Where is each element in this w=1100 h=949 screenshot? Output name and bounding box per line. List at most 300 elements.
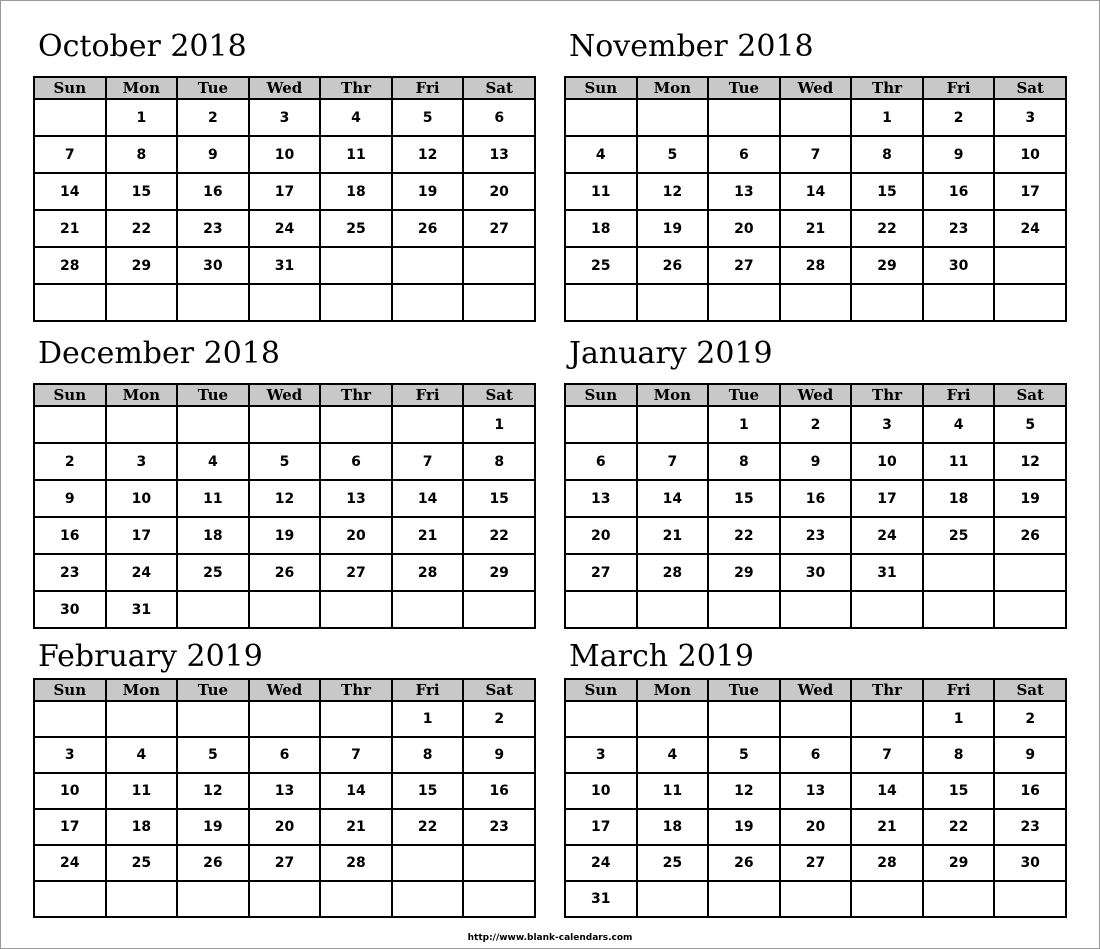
week-row — [565, 284, 1066, 321]
day-cell: 1 — [851, 99, 923, 136]
weekday-header: Tue — [708, 77, 780, 99]
day-cell — [565, 284, 637, 321]
day-cell: 27 — [249, 845, 321, 881]
day-cell: 7 — [780, 136, 852, 173]
day-cell: 22 — [106, 210, 178, 247]
day-cell: 4 — [565, 136, 637, 173]
day-cell: 23 — [34, 554, 106, 591]
week-row — [34, 210, 535, 247]
day-cell — [177, 406, 249, 443]
month-table — [564, 76, 1067, 322]
day-cell — [565, 99, 637, 136]
day-cell — [392, 881, 464, 917]
day-cell: 10 — [106, 480, 178, 517]
day-cell: 9 — [994, 737, 1066, 773]
day-cell: 21 — [851, 809, 923, 845]
day-cell: 11 — [565, 173, 637, 210]
day-cell: 12 — [637, 173, 709, 210]
day-cell: 8 — [106, 136, 178, 173]
weekday-header: Sat — [463, 384, 535, 406]
day-cell: 1 — [708, 406, 780, 443]
day-cell: 17 — [565, 809, 637, 845]
week-row — [565, 406, 1066, 443]
weekday-header: Sat — [994, 77, 1066, 99]
day-cell — [780, 284, 852, 321]
week-row — [565, 99, 1066, 136]
day-cell: 6 — [320, 443, 392, 480]
weekday-header: Wed — [249, 384, 321, 406]
day-cell: 5 — [249, 443, 321, 480]
weekday-header: Sun — [34, 679, 106, 701]
weekday-header: Mon — [106, 679, 178, 701]
day-cell: 14 — [320, 773, 392, 809]
day-cell: 25 — [923, 517, 995, 554]
weekday-header: Wed — [249, 77, 321, 99]
day-cell: 31 — [851, 554, 923, 591]
day-cell: 7 — [637, 443, 709, 480]
week-row — [565, 809, 1066, 845]
week-row — [565, 701, 1066, 737]
weekday-header: Sat — [994, 679, 1066, 701]
day-cell — [923, 591, 995, 628]
day-cell: 12 — [708, 773, 780, 809]
day-cell — [106, 881, 178, 917]
month-table — [33, 678, 536, 918]
day-cell: 24 — [106, 554, 178, 591]
day-cell — [994, 881, 1066, 917]
day-cell — [708, 284, 780, 321]
day-cell: 16 — [994, 773, 1066, 809]
day-cell — [851, 591, 923, 628]
weekday-header: Mon — [637, 77, 709, 99]
day-cell: 25 — [637, 845, 709, 881]
day-cell: 4 — [637, 737, 709, 773]
day-cell: 1 — [463, 406, 535, 443]
day-cell — [34, 99, 106, 136]
month-table — [33, 383, 536, 629]
day-cell: 2 — [923, 99, 995, 136]
day-cell — [851, 881, 923, 917]
weekday-header: Mon — [637, 384, 709, 406]
day-cell — [249, 881, 321, 917]
day-cell: 9 — [34, 480, 106, 517]
day-cell: 13 — [249, 773, 321, 809]
day-cell: 21 — [637, 517, 709, 554]
day-cell — [177, 701, 249, 737]
day-cell: 17 — [851, 480, 923, 517]
month-table — [564, 678, 1067, 918]
day-cell: 16 — [780, 480, 852, 517]
day-cell — [923, 554, 995, 591]
week-row — [34, 406, 535, 443]
day-cell: 19 — [177, 809, 249, 845]
day-cell: 30 — [994, 845, 1066, 881]
day-cell: 12 — [177, 773, 249, 809]
weekday-header: Fri — [392, 77, 464, 99]
week-row — [565, 517, 1066, 554]
day-cell: 12 — [392, 136, 464, 173]
day-cell: 2 — [994, 701, 1066, 737]
day-cell: 29 — [708, 554, 780, 591]
day-cell — [994, 247, 1066, 284]
day-cell — [106, 406, 178, 443]
day-cell: 15 — [463, 480, 535, 517]
day-cell: 5 — [708, 737, 780, 773]
day-cell: 28 — [392, 554, 464, 591]
day-cell: 28 — [780, 247, 852, 284]
day-cell: 6 — [780, 737, 852, 773]
day-cell — [780, 701, 852, 737]
day-cell: 16 — [923, 173, 995, 210]
month-title: March 2019 — [569, 639, 754, 674]
weekday-header: Thr — [851, 384, 923, 406]
week-row — [34, 845, 535, 881]
day-cell — [320, 701, 392, 737]
week-row — [34, 443, 535, 480]
week-row — [34, 809, 535, 845]
day-cell — [34, 406, 106, 443]
weekday-header: Wed — [249, 679, 321, 701]
day-cell: 23 — [780, 517, 852, 554]
week-row — [565, 480, 1066, 517]
day-cell: 14 — [851, 773, 923, 809]
day-cell — [463, 881, 535, 917]
day-cell: 10 — [994, 136, 1066, 173]
day-cell: 18 — [923, 480, 995, 517]
day-cell: 28 — [637, 554, 709, 591]
week-row — [565, 247, 1066, 284]
day-cell: 3 — [851, 406, 923, 443]
day-cell: 24 — [34, 845, 106, 881]
day-cell: 15 — [392, 773, 464, 809]
week-row — [34, 701, 535, 737]
day-cell: 21 — [780, 210, 852, 247]
day-cell: 10 — [565, 773, 637, 809]
week-row — [565, 591, 1066, 628]
day-cell: 4 — [106, 737, 178, 773]
day-cell — [463, 247, 535, 284]
weekday-header: Fri — [923, 77, 995, 99]
day-cell: 25 — [565, 247, 637, 284]
weekday-header: Sun — [34, 384, 106, 406]
day-cell: 24 — [994, 210, 1066, 247]
day-cell — [708, 591, 780, 628]
week-row — [565, 737, 1066, 773]
day-cell: 25 — [106, 845, 178, 881]
week-row — [565, 554, 1066, 591]
day-cell — [637, 591, 709, 628]
day-cell — [780, 881, 852, 917]
day-cell: 7 — [392, 443, 464, 480]
day-cell — [392, 406, 464, 443]
day-cell: 9 — [780, 443, 852, 480]
month-title: November 2018 — [569, 29, 814, 64]
weekday-header: Tue — [177, 384, 249, 406]
day-cell: 29 — [923, 845, 995, 881]
day-cell — [565, 406, 637, 443]
day-cell — [177, 284, 249, 321]
week-row — [34, 480, 535, 517]
day-cell: 27 — [565, 554, 637, 591]
day-cell: 17 — [249, 173, 321, 210]
week-row — [565, 845, 1066, 881]
week-row — [34, 737, 535, 773]
day-cell — [851, 284, 923, 321]
weekday-header: Wed — [780, 384, 852, 406]
day-cell: 20 — [320, 517, 392, 554]
day-cell — [320, 406, 392, 443]
day-cell: 31 — [106, 591, 178, 628]
weekday-header: Fri — [923, 384, 995, 406]
month-title: October 2018 — [38, 29, 247, 64]
day-cell: 20 — [780, 809, 852, 845]
day-cell — [249, 591, 321, 628]
day-cell: 18 — [565, 210, 637, 247]
day-cell — [994, 591, 1066, 628]
weekday-header: Mon — [106, 77, 178, 99]
day-cell: 26 — [177, 845, 249, 881]
day-cell — [392, 845, 464, 881]
day-cell — [637, 881, 709, 917]
day-cell: 10 — [249, 136, 321, 173]
day-cell: 9 — [923, 136, 995, 173]
day-cell: 25 — [320, 210, 392, 247]
day-cell: 29 — [851, 247, 923, 284]
day-cell: 5 — [177, 737, 249, 773]
weekday-header: Thr — [851, 77, 923, 99]
weekday-header: Fri — [392, 384, 464, 406]
day-cell: 20 — [463, 173, 535, 210]
day-cell — [994, 284, 1066, 321]
day-cell: 5 — [994, 406, 1066, 443]
week-row — [565, 881, 1066, 917]
day-cell: 28 — [320, 845, 392, 881]
day-cell: 11 — [923, 443, 995, 480]
day-cell: 28 — [34, 247, 106, 284]
day-cell: 29 — [463, 554, 535, 591]
day-cell: 18 — [177, 517, 249, 554]
day-cell: 2 — [463, 701, 535, 737]
week-row — [34, 136, 535, 173]
weekday-header: Thr — [320, 679, 392, 701]
day-cell: 1 — [392, 701, 464, 737]
day-cell: 24 — [851, 517, 923, 554]
day-cell: 13 — [565, 480, 637, 517]
weekday-header: Tue — [708, 384, 780, 406]
day-cell: 14 — [392, 480, 464, 517]
day-cell — [34, 701, 106, 737]
day-cell: 11 — [177, 480, 249, 517]
day-cell: 12 — [249, 480, 321, 517]
day-cell: 26 — [708, 845, 780, 881]
day-cell: 24 — [249, 210, 321, 247]
day-cell — [780, 99, 852, 136]
weekday-header: Wed — [780, 77, 852, 99]
weekday-header-row — [565, 679, 1066, 701]
weekday-header: Sun — [565, 384, 637, 406]
day-cell: 7 — [34, 136, 106, 173]
day-cell: 21 — [320, 809, 392, 845]
day-cell: 21 — [34, 210, 106, 247]
day-cell: 17 — [34, 809, 106, 845]
day-cell: 3 — [994, 99, 1066, 136]
day-cell: 20 — [708, 210, 780, 247]
day-cell: 3 — [565, 737, 637, 773]
day-cell: 5 — [637, 136, 709, 173]
week-row — [34, 881, 535, 917]
day-cell: 22 — [923, 809, 995, 845]
day-cell: 8 — [463, 443, 535, 480]
day-cell: 13 — [780, 773, 852, 809]
day-cell: 5 — [392, 99, 464, 136]
day-cell: 8 — [851, 136, 923, 173]
day-cell: 30 — [923, 247, 995, 284]
month-title: February 2019 — [38, 639, 263, 674]
day-cell: 4 — [923, 406, 995, 443]
day-cell: 26 — [249, 554, 321, 591]
day-cell: 19 — [994, 480, 1066, 517]
day-cell: 15 — [106, 173, 178, 210]
day-cell: 14 — [34, 173, 106, 210]
day-cell: 6 — [463, 99, 535, 136]
day-cell: 23 — [177, 210, 249, 247]
day-cell: 13 — [320, 480, 392, 517]
day-cell — [637, 406, 709, 443]
day-cell: 12 — [994, 443, 1066, 480]
day-cell — [637, 284, 709, 321]
day-cell: 19 — [637, 210, 709, 247]
day-cell — [392, 284, 464, 321]
weekday-header: Mon — [637, 679, 709, 701]
day-cell: 20 — [565, 517, 637, 554]
weekday-header: Fri — [392, 679, 464, 701]
day-cell — [708, 881, 780, 917]
day-cell — [780, 591, 852, 628]
day-cell: 11 — [320, 136, 392, 173]
day-cell: 27 — [320, 554, 392, 591]
day-cell: 20 — [249, 809, 321, 845]
week-row — [565, 210, 1066, 247]
day-cell: 11 — [106, 773, 178, 809]
day-cell: 1 — [106, 99, 178, 136]
day-cell: 2 — [34, 443, 106, 480]
weekday-header: Sat — [463, 679, 535, 701]
weekday-header: Thr — [851, 679, 923, 701]
day-cell — [392, 591, 464, 628]
day-cell: 10 — [34, 773, 106, 809]
day-cell — [34, 284, 106, 321]
day-cell: 3 — [106, 443, 178, 480]
day-cell: 22 — [463, 517, 535, 554]
day-cell: 27 — [463, 210, 535, 247]
day-cell: 26 — [637, 247, 709, 284]
weekday-header: Thr — [320, 384, 392, 406]
day-cell: 14 — [637, 480, 709, 517]
day-cell: 7 — [851, 737, 923, 773]
day-cell — [106, 701, 178, 737]
day-cell: 10 — [851, 443, 923, 480]
weekday-header-row — [565, 384, 1066, 406]
month-table — [33, 76, 536, 322]
day-cell: 16 — [463, 773, 535, 809]
day-cell — [249, 284, 321, 321]
day-cell — [177, 591, 249, 628]
day-cell: 30 — [34, 591, 106, 628]
day-cell: 29 — [106, 247, 178, 284]
day-cell: 27 — [780, 845, 852, 881]
day-cell — [320, 881, 392, 917]
day-cell — [463, 591, 535, 628]
day-cell: 22 — [392, 809, 464, 845]
weekday-header-row — [34, 384, 535, 406]
day-cell: 18 — [320, 173, 392, 210]
day-cell — [994, 554, 1066, 591]
day-cell: 9 — [463, 737, 535, 773]
week-row — [34, 554, 535, 591]
day-cell — [106, 284, 178, 321]
day-cell: 2 — [177, 99, 249, 136]
weekday-header: Sun — [34, 77, 106, 99]
day-cell — [463, 284, 535, 321]
day-cell: 30 — [177, 247, 249, 284]
day-cell: 26 — [994, 517, 1066, 554]
weekday-header: Sun — [565, 77, 637, 99]
day-cell: 19 — [708, 809, 780, 845]
day-cell — [320, 591, 392, 628]
day-cell: 15 — [851, 173, 923, 210]
week-row — [565, 136, 1066, 173]
day-cell — [637, 701, 709, 737]
weekday-header: Wed — [780, 679, 852, 701]
weekday-header-row — [34, 679, 535, 701]
day-cell: 7 — [320, 737, 392, 773]
day-cell: 27 — [708, 247, 780, 284]
day-cell: 13 — [463, 136, 535, 173]
month-title: December 2018 — [38, 336, 280, 371]
day-cell: 8 — [392, 737, 464, 773]
day-cell: 22 — [708, 517, 780, 554]
day-cell: 23 — [923, 210, 995, 247]
weekday-header: Sat — [463, 77, 535, 99]
week-row — [34, 99, 535, 136]
day-cell — [392, 247, 464, 284]
week-row — [565, 173, 1066, 210]
day-cell: 31 — [249, 247, 321, 284]
month-title: January 2019 — [569, 336, 773, 371]
week-row — [34, 517, 535, 554]
weekday-header: Fri — [923, 679, 995, 701]
weekday-header: Mon — [106, 384, 178, 406]
day-cell: 14 — [780, 173, 852, 210]
week-row — [34, 173, 535, 210]
day-cell: 15 — [923, 773, 995, 809]
day-cell: 23 — [463, 809, 535, 845]
day-cell: 3 — [249, 99, 321, 136]
day-cell: 31 — [565, 881, 637, 917]
day-cell: 4 — [320, 99, 392, 136]
day-cell: 9 — [177, 136, 249, 173]
day-cell: 18 — [637, 809, 709, 845]
day-cell: 21 — [392, 517, 464, 554]
day-cell: 22 — [851, 210, 923, 247]
day-cell: 4 — [177, 443, 249, 480]
day-cell — [463, 845, 535, 881]
weekday-header: Tue — [708, 679, 780, 701]
week-row — [565, 443, 1066, 480]
day-cell: 16 — [34, 517, 106, 554]
day-cell — [565, 591, 637, 628]
weekday-header: Tue — [177, 77, 249, 99]
